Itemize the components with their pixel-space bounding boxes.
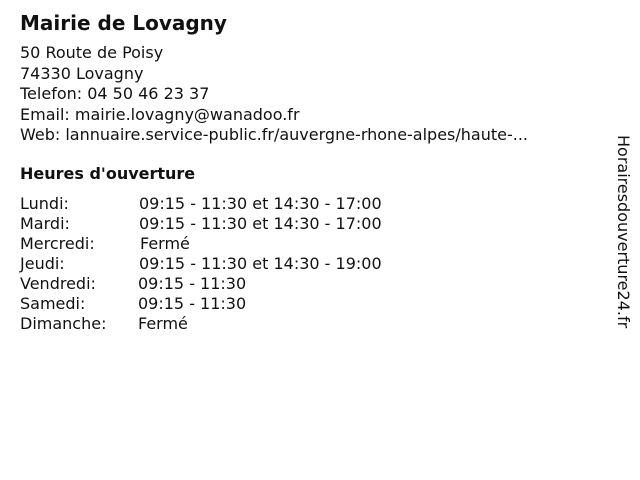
day-label: Vendredi:: [20, 274, 96, 293]
day-label: Dimanche:: [20, 314, 107, 333]
hours-value: Fermé: [138, 314, 188, 333]
hours-heading: Heures d'ouverture: [20, 164, 196, 183]
day-label: Lundi:: [20, 194, 69, 213]
day-label: Samedi:: [20, 294, 86, 313]
postal-city: 74330 Lovagny: [20, 63, 144, 83]
day-label: Mardi:: [20, 214, 70, 233]
hours-value: Fermé: [140, 234, 190, 253]
phone-number: Telefon: 04 50 46 23 37: [20, 84, 210, 103]
day-label: Jeudi:: [20, 254, 65, 273]
hours-value: 09:15 - 11:30: [138, 294, 247, 313]
page-title: Mairie de Lovagny: [20, 11, 227, 35]
email-address: Email: mairie.lovagny@wanadoo.fr: [20, 104, 300, 124]
hours-value: 09:15 - 11:30 et 14:30 - 19:00: [139, 254, 382, 273]
day-label: Mercredi:: [20, 234, 95, 253]
site-watermark: Horairesdouverture24.fr: [614, 135, 633, 329]
hours-value: 09:15 - 11:30 et 14:30 - 17:00: [139, 194, 382, 213]
contact-block: [20, 43, 528, 146]
hours-value: 09:15 - 11:30 et 14:30 - 17:00: [139, 214, 382, 233]
website-link[interactable]: Web: lannuaire.service-public.fr/auvergne-rhone-alpes/haute-...: [20, 125, 529, 144]
street-address: 50 Route de Poisy: [20, 43, 164, 62]
hours-value: 09:15 - 11:30: [138, 274, 247, 293]
